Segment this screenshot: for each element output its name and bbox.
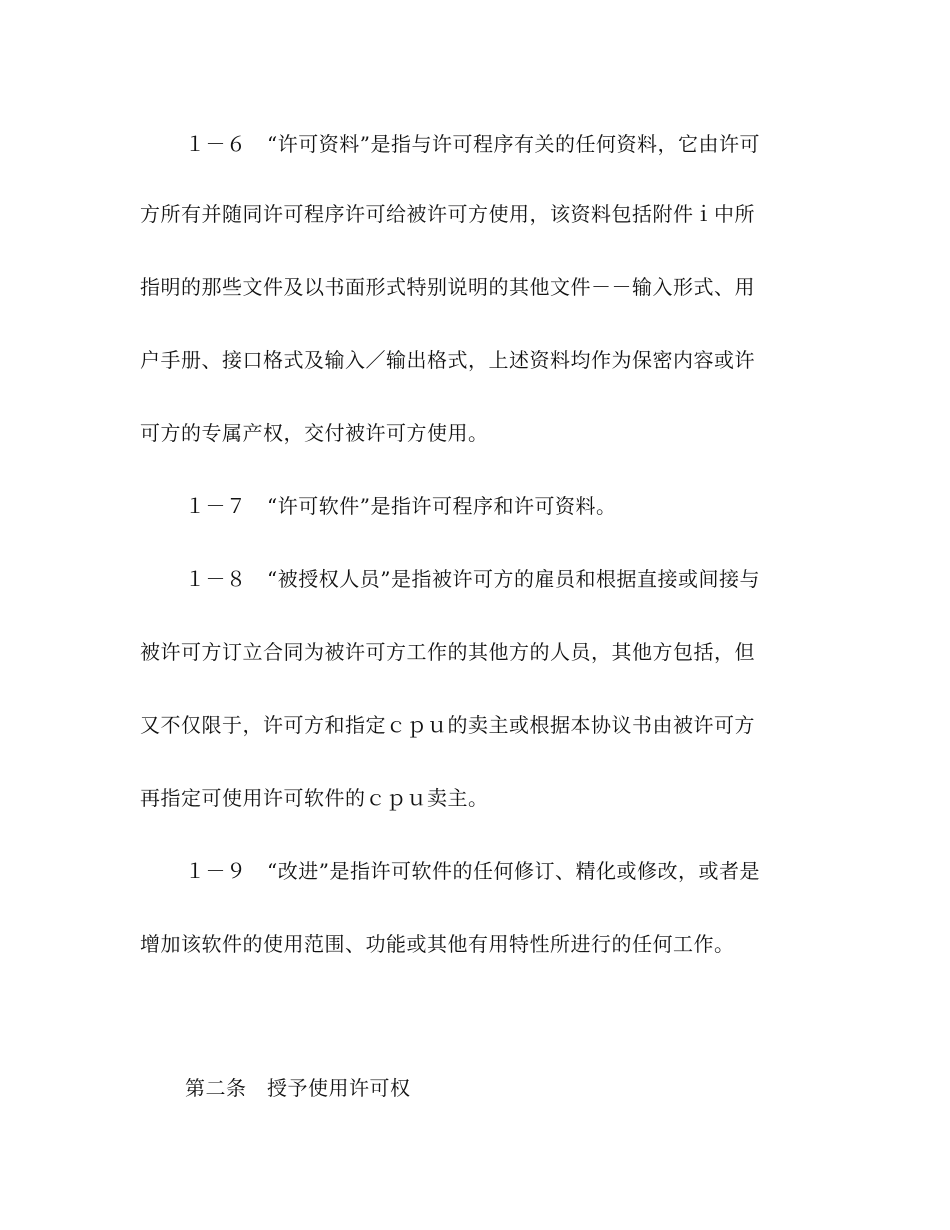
clause-1-6-line-1: １－６ “许可资料”是指与许可程序有关的任何资料，它由许可 — [185, 132, 760, 156]
clause-1-8-line-2: 被许可方订立合同为被许可方工作的其他方的人员，其他方包括，但 — [140, 640, 755, 664]
clause-1-7-line-1: １－７ “许可软件”是指许可程序和许可资料。 — [185, 494, 617, 518]
clause-1-6-line-3: 指明的那些文件及以书面形式特别说明的其他文件－－输入形式、用 — [140, 275, 755, 299]
clause-1-6-line-4: 户手册、接口格式及输入／输出格式，上述资料均作为保密内容或许 — [140, 348, 755, 372]
clause-1-8-line-4: 再指定可使用许可软件的ｃｐｕ卖主。 — [140, 786, 489, 810]
clause-1-8-line-1: １－８ “被授权人员”是指被许可方的雇员和根据直接或间接与 — [185, 567, 760, 591]
clause-1-6-line-5: 可方的专属产权，交付被许可方使用。 — [140, 421, 489, 445]
clause-1-8-line-3: 又不仅限于，许可方和指定ｃｐｕ的卖主或根据本协议书由被许可方 — [140, 713, 755, 737]
clause-1-9-line-1: １－９ “改进”是指许可软件的任何修订、精化或修改，或者是 — [185, 859, 760, 883]
article-2-heading: 第二条 授予使用许可权 — [185, 1076, 411, 1100]
clause-1-6-line-2: 方所有并随同许可程序许可给被许可方使用，该资料包括附件ｉ中所 — [140, 202, 755, 226]
clause-1-9-line-2: 增加该软件的使用范围、功能或其他有用特性所进行的任何工作。 — [140, 932, 735, 956]
